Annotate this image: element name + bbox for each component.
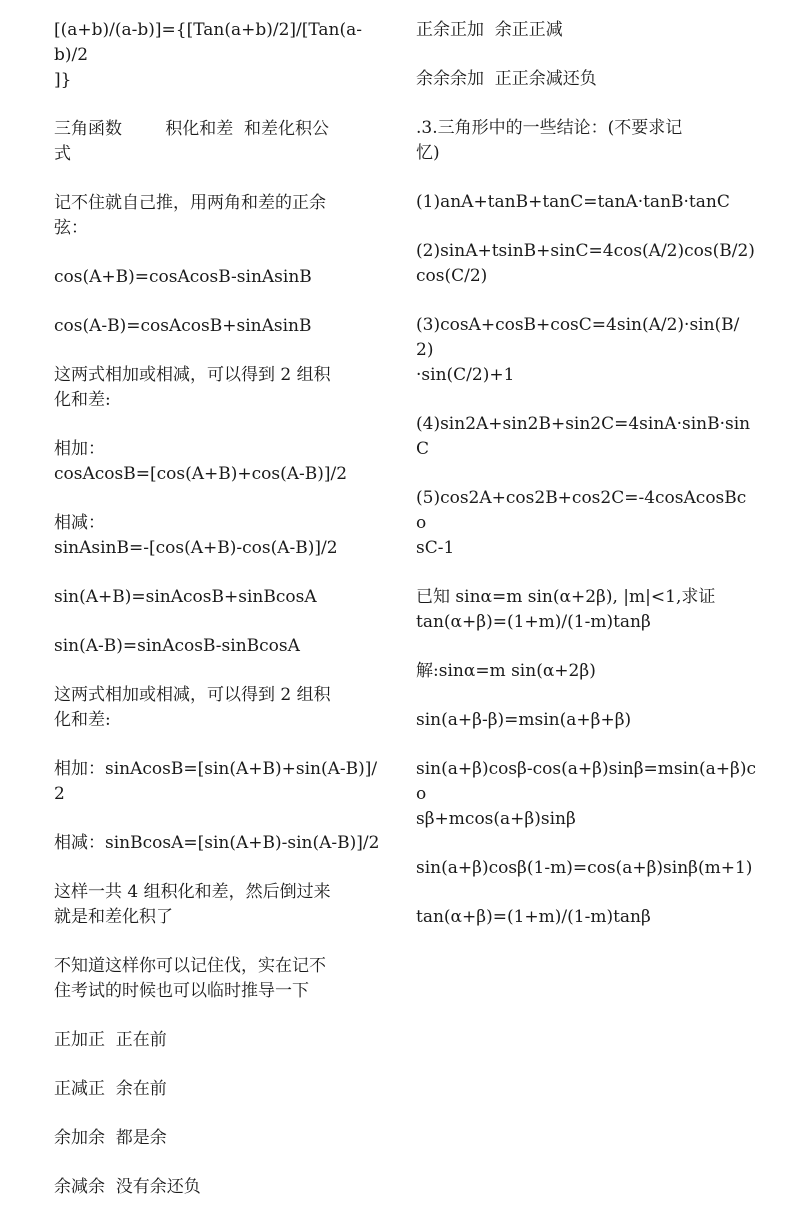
derivation-hint: 记不住就自己推，用两角和差的正余 弦： bbox=[54, 193, 326, 238]
cos-product-add: 相加： cosAcosB=[cos(A+B)+cos(A-B)]/2 bbox=[54, 439, 348, 484]
mnemonic-6: 余余余加 正正余减还负 bbox=[416, 69, 597, 89]
solution-result: tan(α+β)=(1+m)/(1-m)tanβ bbox=[416, 907, 651, 927]
section-heading-product-sum: 三角函数 积化和差 和差化积公 式 bbox=[54, 119, 330, 164]
solution-step-1: 解:sinα=m sin(α+2β) bbox=[416, 661, 596, 681]
mnemonic-4: 余减余 没有余还负 bbox=[54, 1177, 201, 1197]
triangle-conclusions-heading: .3.三角形中的一些结论：(不要求记 忆) bbox=[416, 118, 683, 163]
left-column bbox=[54, 18, 384, 1224]
solution-step-2: sin(a+β-β)=msin(a+β+β) bbox=[416, 710, 632, 730]
summary-note: 这样一共 4 组积化和差，然后倒过来 就是和差化积了 bbox=[54, 882, 331, 927]
cos-diff-formula: cos(A-B)=cosAcosB+sinAsinB bbox=[54, 316, 312, 336]
tan-ratio-formula: [(a+b)/(a-b)]={[Tan(a+b)/2]/[Tan(a-b)/2 ]} bbox=[54, 20, 363, 90]
sin-cos-product-sub: 相减：sinBcosA=[sin(A+B)-sin(A-B)]/2 bbox=[54, 833, 380, 853]
cos-sum-formula: cos(A+B)=cosAcosB-sinAsinB bbox=[54, 267, 312, 287]
combine-note-2: 这两式相加或相减，可以得到 2 组积 化和差: bbox=[54, 685, 331, 730]
mnemonic-3: 余加余 都是余 bbox=[54, 1128, 167, 1148]
sin-diff-formula: sin(A-B)=sinAcosB-sinBcosA bbox=[54, 636, 300, 656]
triangle-conclusion-4: (4)sin2A+sin2B+sin2C=4sinA·sinB·sin C bbox=[416, 414, 751, 459]
right-column bbox=[416, 18, 756, 954]
triangle-conclusion-3: (3)cosA+cosB+cosC=4sin(A/2)·sin(B/2) ·sin(C/2)+1 bbox=[416, 315, 740, 385]
sin-cos-product-add: 相加：sinAcosB=[sin(A+B)+sin(A-B)]/2 bbox=[54, 759, 378, 804]
sin-sum-formula: sin(A+B)=sinAcosB+sinBcosA bbox=[54, 587, 317, 607]
mnemonic-1: 正加正 正在前 bbox=[54, 1030, 167, 1050]
solution-step-3: sin(a+β)cosβ-cos(a+β)sinβ=msin(a+β)co sβ+mcos(a+β)sinβ bbox=[416, 759, 756, 829]
combine-note-1: 这两式相加或相减，可以得到 2 组积 化和差: bbox=[54, 365, 331, 410]
memory-tip: 不知道这样你可以记住伐，实在记不 住考试的时候也可以临时推导一下 bbox=[54, 956, 326, 1001]
problem-statement: 已知 sinα=m sin(α+2β), |m|<1,求证 tan(α+β)=(1+m)/(1-m)tanβ bbox=[416, 587, 716, 632]
solution-step-4: sin(a+β)cosβ(1-m)=cos(a+β)sinβ(m+1) bbox=[416, 858, 753, 878]
mnemonic-5: 正余正加 余正正减 bbox=[416, 20, 563, 40]
triangle-conclusion-5: (5)cos2A+cos2B+cos2C=-4cosAcosBco sC-1 bbox=[416, 488, 747, 558]
triangle-conclusion-2: (2)sinA+tsinB+sinC=4cos(A/2)cos(B/2) cos(C/2) bbox=[416, 241, 755, 286]
mnemonic-2: 正减正 余在前 bbox=[54, 1079, 167, 1099]
sin-product-sub: 相减： sinAsinB=-[cos(A+B)-cos(A-B)]/2 bbox=[54, 513, 338, 558]
triangle-conclusion-1: (1)anA+tanB+tanC=tanA·tanB·tanC bbox=[416, 192, 730, 212]
